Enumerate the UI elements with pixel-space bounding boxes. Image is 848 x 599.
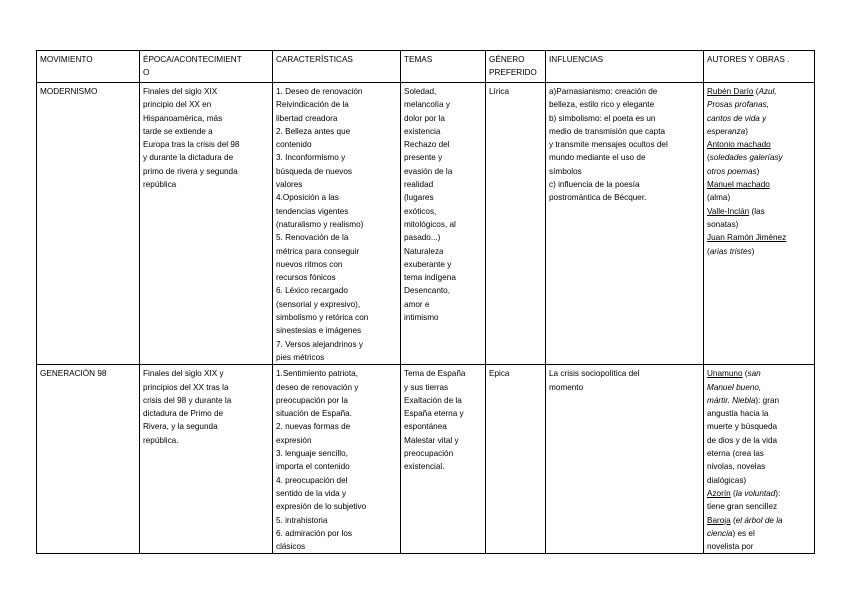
cell-temas: Tema de España y sus tierras Exaltación de la España eterna y espontánea Malestar vital y preocupación existencial.	[401, 365, 486, 554]
row-modernismo	[37, 83, 815, 365]
cell-genero: Lírica	[486, 83, 546, 365]
author-unamuno: Unamuno	[707, 369, 743, 379]
header-row	[37, 51, 815, 83]
header-autores: AUTORES Y OBRAS .	[704, 51, 815, 83]
header-movimiento: MOVIMIENTO	[37, 51, 140, 83]
cell-autores: Unamuno (san Manuel bueno, mártir. Niebla): gran angustia hacia la muerte y búsqueda de dios y de la vida eterna (crea las nivolas, novelas dialógicas) Azorín (la voluntad): tiene gran sencillez Baroja (el árbol de la ciencia) es el novelista por	[704, 365, 815, 554]
header-epoca: ÉPOCA/ACONTECIMIENT O	[140, 51, 273, 83]
header-genero: GÉNERO PREFERIDO	[486, 51, 546, 83]
header-caracteristicas: CARACTERÍSTICAS	[273, 51, 401, 83]
author-antonio-machado: Antonio machado	[707, 140, 771, 150]
cell-autores: Rubén Darío (Azul, Prosas profanas, cantos de vida y esperanza) Antonio machado (soledades galeríasy otros poemas) Manuel machado (alma) Valle-Inclán (las sonatas) Juan Ramón Jiménez (arias tristes)	[704, 83, 815, 365]
literary-movements-table	[36, 50, 815, 554]
cell-caracteristicas: 1.Sentimiento patriota, deseo de renovación y preocupación por la situación de España. 2. nuevas formas de expresión 3. lenguaje sencillo, importa el contenido 4. preocupación del sentido de la vida y expresión de lo subjetivo 5. intrahistoria 6. admiración por los clásicos	[273, 365, 401, 554]
header-temas: TEMAS	[401, 51, 486, 83]
author-azorin: Azorín	[707, 488, 731, 498]
header-influencias: INFLUENCIAS	[546, 51, 704, 83]
author-jimenez: Juan Ramón Jiménez	[707, 233, 787, 243]
author-valle-inclan: Valle-Inclán	[707, 206, 750, 216]
cell-movimiento: GENERACIÓN 98	[37, 365, 140, 554]
cell-movimiento: MODERNISMO	[37, 83, 140, 365]
author-baroja: Baroja	[707, 515, 731, 525]
cell-epoca: Finales del siglo XIX principio del XX en Hispanoamérica, más tarde se extiende a Europa tras la crisis del 98 y durante la dictadura de primo de rivera y segunda república	[140, 83, 273, 365]
cell-caracteristicas: 1. Deseo de renovación Reivindicación de la libertad creadora 2. Belleza antes que contenido 3. Inconformismo y búsqueda de nuevos valores 4.Oposición a las tendencias vigentes (naturalismo y realismo) 5. Renovación de la métrica para conseguir nuevos ritmos con recursos fónicos 6. Léxico recargado (sensorial y expresivo), simbolismo y retórica con sinestesias e imágenes 7. Versos alejandrinos y pies métricos	[273, 83, 401, 365]
cell-temas: Soledad, melancolía y dolor por la existencia Rechazo del presente y evasión de la realidad (lugares exóticos, mitológicos, al pasado...) Naturaleza exuberante y tema indígena Desencanto, amor e intimismo	[401, 83, 486, 365]
author-manuel-machado: Manuel machado	[707, 180, 770, 190]
author-dario: Rubén Darío	[707, 87, 754, 96]
cell-influencias: La crisis sociopolítica del momento	[546, 365, 704, 554]
cell-epoca: Finales del siglo XIX y principios del XX tras la crisis del 98 y durante la dictadura de Primo de Rivera, y la segunda república.	[140, 365, 273, 554]
cell-influencias: a)Parnasianismo: creación de belleza, estilo rico y elegante b) simbolismo: el poeta es un medio de transmisión que capta y transmite mensajes ocultos del mundo mediante el uso de símbolos c) influencia de la poesía postromántica de Bécquer.	[546, 83, 704, 365]
row-generacion98	[37, 365, 815, 554]
cell-genero: Epica	[486, 365, 546, 554]
